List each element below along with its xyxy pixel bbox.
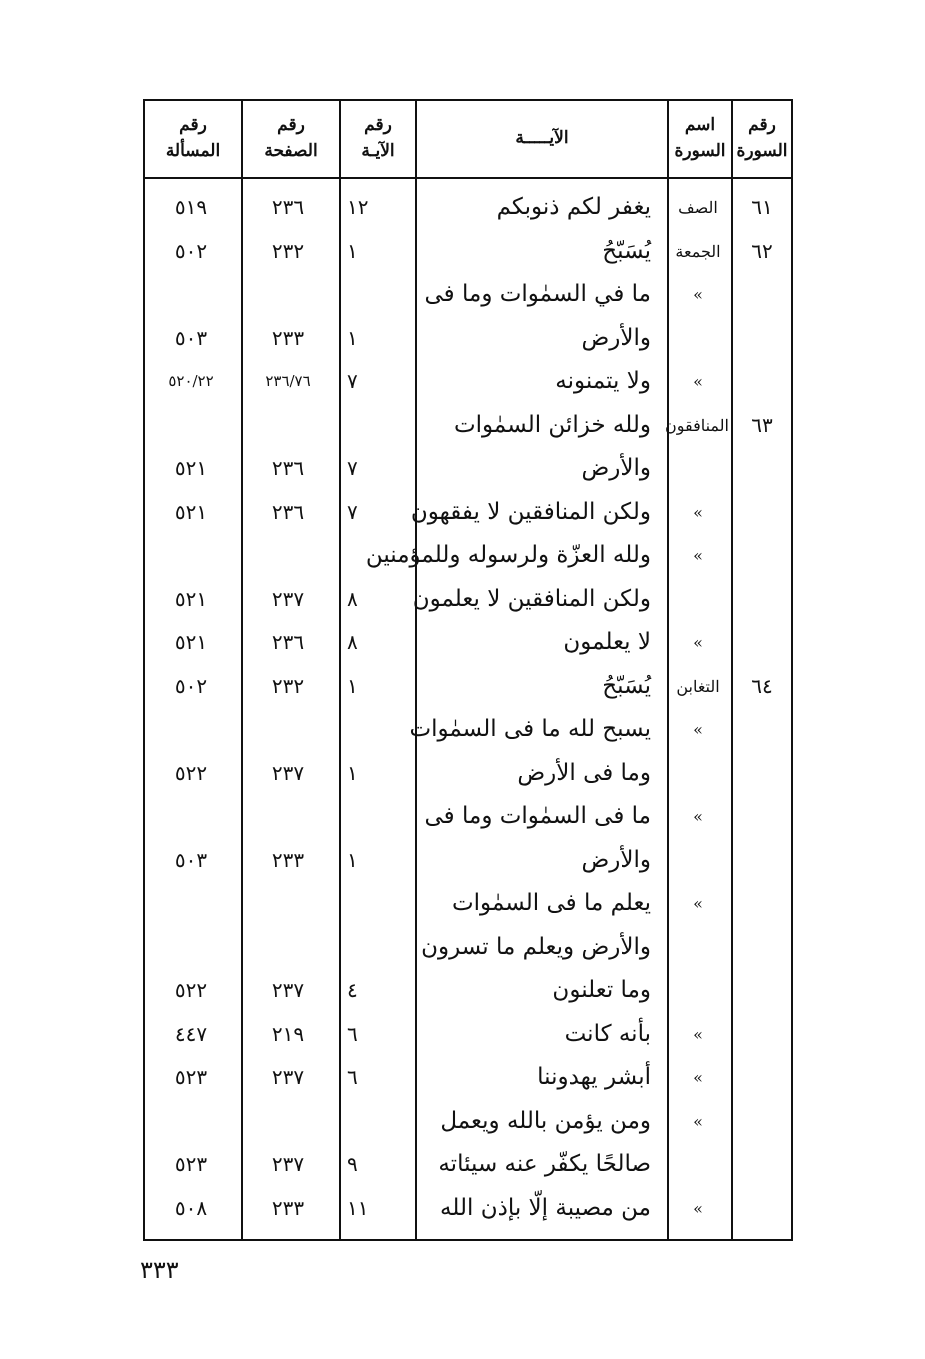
ayah-number-cell — [339, 926, 411, 969]
ayah-number-cell — [339, 404, 411, 447]
table-row — [145, 839, 791, 882]
surah-name-cell: » — [693, 720, 703, 739]
issue-number-cell: ٥٢١ — [174, 499, 208, 524]
surah-number-cell — [733, 882, 791, 925]
header-divider — [143, 177, 793, 179]
page-number-cell: ٢٣٦ — [271, 630, 305, 654]
surah-number-cell — [733, 1013, 791, 1056]
issue-number-cell — [145, 273, 237, 316]
issue-number-cell — [145, 534, 237, 577]
page-number-cell: ٢٣٦ — [271, 456, 305, 480]
page-number-cell: ٢٣٧ — [271, 978, 305, 1002]
ayah-number-cell — [339, 1100, 411, 1143]
ayah-number-cell: ١ — [347, 325, 358, 350]
page-number-cell: ٢٣٦/٧٦ — [265, 372, 311, 390]
table-row — [145, 447, 791, 490]
surah-number-cell — [733, 1143, 791, 1186]
ayah-text-cell: ولكن المنافقين لا يعلمون — [412, 585, 651, 612]
page-number-cell: ٢٣٣ — [271, 325, 305, 350]
surah-name-cell — [667, 1143, 729, 1186]
surah-name-cell — [667, 926, 729, 969]
table-row — [145, 795, 791, 838]
page-number-cell: ٢٣٧ — [271, 1065, 305, 1089]
ayah-text-cell: بأنه كانت — [564, 1020, 651, 1047]
surah-number-cell — [733, 621, 791, 664]
table-row — [145, 665, 791, 708]
issue-number-cell: ٥٠٨ — [174, 1195, 208, 1220]
ayah-number-cell — [339, 708, 411, 751]
surah-number-cell — [733, 839, 791, 882]
surah-name-cell: » — [693, 1198, 703, 1218]
issue-number-cell — [145, 708, 237, 751]
surah-name-cell: » — [693, 502, 703, 522]
surah-name-cell: الصف — [678, 198, 718, 217]
table-row — [145, 360, 791, 403]
page-number: ٣٣٣ — [140, 1256, 179, 1284]
ayah-number-cell: ٧ — [347, 456, 358, 480]
issue-number-cell: ٥٠٢ — [174, 238, 208, 263]
page-number-cell — [241, 404, 335, 447]
issue-number-cell — [145, 1100, 237, 1143]
ayah-number-cell — [339, 795, 411, 838]
issue-number-cell: ٤٤٧ — [174, 1021, 208, 1046]
page-number-cell — [241, 926, 335, 969]
ayah-number-cell: ٧ — [347, 369, 358, 393]
ayah-text-cell: ولا يتمنونه — [555, 368, 651, 394]
issue-number-cell — [145, 795, 237, 838]
table-row — [145, 1013, 791, 1056]
issue-number-cell: ٥٢١ — [174, 456, 208, 480]
ayah-text-cell: لا يعلمون — [563, 629, 651, 655]
page-number-cell: ٢٣٢ — [271, 238, 305, 263]
surah-name-cell — [667, 317, 729, 360]
ayah-text-cell: ومن يؤمن بالله ويعمل — [440, 1107, 651, 1134]
page-number-cell: ٢١٩ — [271, 1021, 305, 1046]
header-ayah-number: رقم الآيـة — [361, 115, 395, 161]
page-number-cell: ٢٣٣ — [271, 847, 305, 872]
surah-number-cell — [733, 708, 791, 751]
surah-number-cell — [733, 534, 791, 577]
table-row — [145, 708, 791, 751]
ayah-text-cell: صالحًا يكفّر عنه سيئاته — [438, 1151, 651, 1177]
issue-number-cell: ٥٢١ — [174, 630, 208, 654]
ayah-text-cell: يُسَبّحُ — [602, 237, 651, 264]
table-row — [145, 1187, 791, 1230]
issue-number-cell — [145, 882, 237, 925]
table-row — [145, 882, 791, 925]
table-row — [145, 969, 791, 1012]
surah-number-cell — [733, 969, 791, 1012]
table-row — [145, 926, 791, 969]
ayah-number-cell — [339, 534, 411, 577]
issue-number-cell: ٥٠٣ — [174, 847, 208, 872]
issue-number-cell: ٥٢٣ — [174, 1065, 208, 1089]
page-number-cell: ٢٣٣ — [271, 1195, 305, 1220]
header-issue-number: رقم المسألة — [165, 115, 221, 161]
ayah-number-cell: ٩ — [347, 1152, 358, 1176]
ayah-number-cell: ٧ — [347, 499, 358, 524]
ayah-text-cell: والأرض — [581, 846, 651, 873]
header-page-number: رقم الصفحة — [264, 115, 318, 161]
issue-number-cell: ٥٢٢ — [174, 978, 208, 1002]
ayah-text-cell: ولله خزائن السمٰوات — [453, 411, 651, 438]
surah-number-cell — [733, 360, 791, 403]
surah-number-cell: ٦٣ — [751, 412, 773, 437]
issue-number-cell: ٥٢٢ — [174, 760, 208, 785]
ayah-number-cell: ١٢ — [347, 195, 369, 219]
page-number-cell: ٢٣٧ — [271, 760, 305, 785]
issue-number-cell: ٥٠٣ — [174, 325, 208, 350]
ayah-text-cell: يعلم ما فى السمٰوات — [452, 890, 651, 916]
ayah-number-cell: ٤ — [347, 978, 358, 1002]
surah-number-cell: ٦٢ — [751, 238, 773, 263]
page-number-cell — [241, 273, 335, 316]
table-row — [145, 273, 791, 316]
issue-number-cell: ٥٢٣ — [174, 1152, 208, 1176]
ayah-text-cell: ما فى السمٰوات وما فى — [424, 803, 651, 829]
ayah-text-cell: والأرض ويعلم ما تسرون — [421, 933, 651, 960]
issue-number-cell: ٥٢٠/٢٢ — [168, 372, 214, 390]
surah-number-cell — [733, 1100, 791, 1143]
table-row — [145, 491, 791, 534]
ayah-text-cell: أبشر يهدوننا — [537, 1064, 651, 1090]
table-row — [145, 752, 791, 795]
page-number-cell: ٢٣٧ — [271, 586, 305, 611]
issue-number-cell — [145, 404, 237, 447]
page-number-cell — [241, 882, 335, 925]
table-row — [145, 404, 791, 447]
page-number-cell — [241, 795, 335, 838]
surah-name-cell: » — [693, 372, 703, 391]
ayah-text-cell: ما في السمٰوات وما فى — [424, 281, 651, 307]
ayah-text-cell: والأرض — [581, 324, 651, 351]
surah-name-cell: » — [693, 894, 703, 913]
surah-name-cell — [667, 578, 729, 621]
surah-name-cell — [667, 447, 729, 490]
surah-name-cell: المنافقون — [664, 415, 729, 435]
ayah-number-cell: ٨ — [347, 630, 358, 654]
header-surah-name: اسم السورة — [674, 115, 726, 161]
table-row — [145, 621, 791, 664]
surah-number-cell: ٦١ — [751, 195, 773, 219]
ayah-text-cell: ولله العزّة ولرسوله وللمؤمنين — [365, 542, 651, 568]
surah-number-cell — [733, 578, 791, 621]
surah-name-cell: » — [693, 633, 703, 652]
surah-number-cell — [733, 1187, 791, 1230]
ayah-number-cell: ٦ — [347, 1021, 358, 1046]
ayah-number-cell: ١ — [347, 760, 358, 785]
surah-number-cell — [733, 491, 791, 534]
ayah-text-cell: وما فى الأرض — [517, 759, 651, 786]
surah-number-cell — [733, 447, 791, 490]
ayah-number-cell — [339, 273, 411, 316]
page-number-cell: ٢٣٢ — [271, 673, 305, 698]
surah-name-cell — [667, 752, 729, 795]
header-surah-number: رقم السورة — [736, 115, 788, 161]
issue-number-cell — [145, 926, 237, 969]
surah-number-cell — [733, 317, 791, 360]
surah-name-cell: » — [693, 1111, 703, 1131]
surah-name-cell: » — [693, 1068, 703, 1087]
ayah-number-cell: ١١ — [347, 1195, 369, 1220]
surah-name-cell: الجمعة — [675, 241, 721, 261]
surah-name-cell: » — [693, 285, 703, 304]
page-number-cell: ٢٣٧ — [271, 1152, 305, 1176]
surah-number-cell: ٦٤ — [751, 673, 773, 698]
surah-name-cell — [667, 969, 729, 1012]
table-row — [145, 1056, 791, 1099]
page-number-cell: ٢٣٦ — [271, 195, 305, 219]
ayah-text-cell: من مصيبة إلّا بإذن الله — [440, 1194, 651, 1221]
ayah-text-cell: ولكن المنافقين لا يفقهون — [410, 498, 651, 525]
issue-number-cell: ٥١٩ — [174, 195, 208, 219]
ayah-number-cell: ٨ — [347, 586, 358, 611]
ayah-number-cell: ١ — [347, 673, 358, 698]
surah-number-cell — [733, 1056, 791, 1099]
ayah-text-cell: يُسَبّحُ — [602, 672, 651, 699]
ayah-number-cell: ١ — [347, 238, 358, 263]
ayah-number-cell — [339, 882, 411, 925]
page-number-cell — [241, 708, 335, 751]
ayah-text-cell: يسبح لله ما فى السمٰوات — [409, 716, 651, 742]
ayah-number-cell: ٦ — [347, 1065, 358, 1089]
surah-name-cell: » — [693, 546, 703, 565]
table-row — [145, 1143, 791, 1186]
ayah-number-cell: ١ — [347, 847, 358, 872]
page-number-cell — [241, 1100, 335, 1143]
surah-number-cell — [733, 273, 791, 316]
header-ayah: الآيـــــة — [515, 128, 569, 148]
page-number-cell — [241, 534, 335, 577]
table-row — [145, 317, 791, 360]
table-row — [145, 230, 791, 273]
table-row — [145, 1100, 791, 1143]
page-number-cell: ٢٣٦ — [271, 499, 305, 524]
surah-name-cell: التغابن — [676, 676, 720, 696]
ayah-text-cell: والأرض — [581, 455, 651, 481]
table-row — [145, 534, 791, 577]
ayah-text-cell: يغفر لكم ذنوبكم — [496, 194, 651, 220]
surah-name-cell: » — [693, 807, 703, 826]
surah-number-cell — [733, 795, 791, 838]
issue-number-cell: ٥٢١ — [174, 586, 208, 611]
table-row — [145, 578, 791, 621]
issue-number-cell: ٥٠٢ — [174, 673, 208, 698]
surah-name-cell: » — [693, 1024, 703, 1044]
surah-number-cell — [733, 752, 791, 795]
surah-name-cell — [667, 839, 729, 882]
ayah-text-cell: وما تعلنون — [552, 977, 651, 1003]
surah-number-cell — [733, 926, 791, 969]
table-row — [145, 186, 791, 229]
